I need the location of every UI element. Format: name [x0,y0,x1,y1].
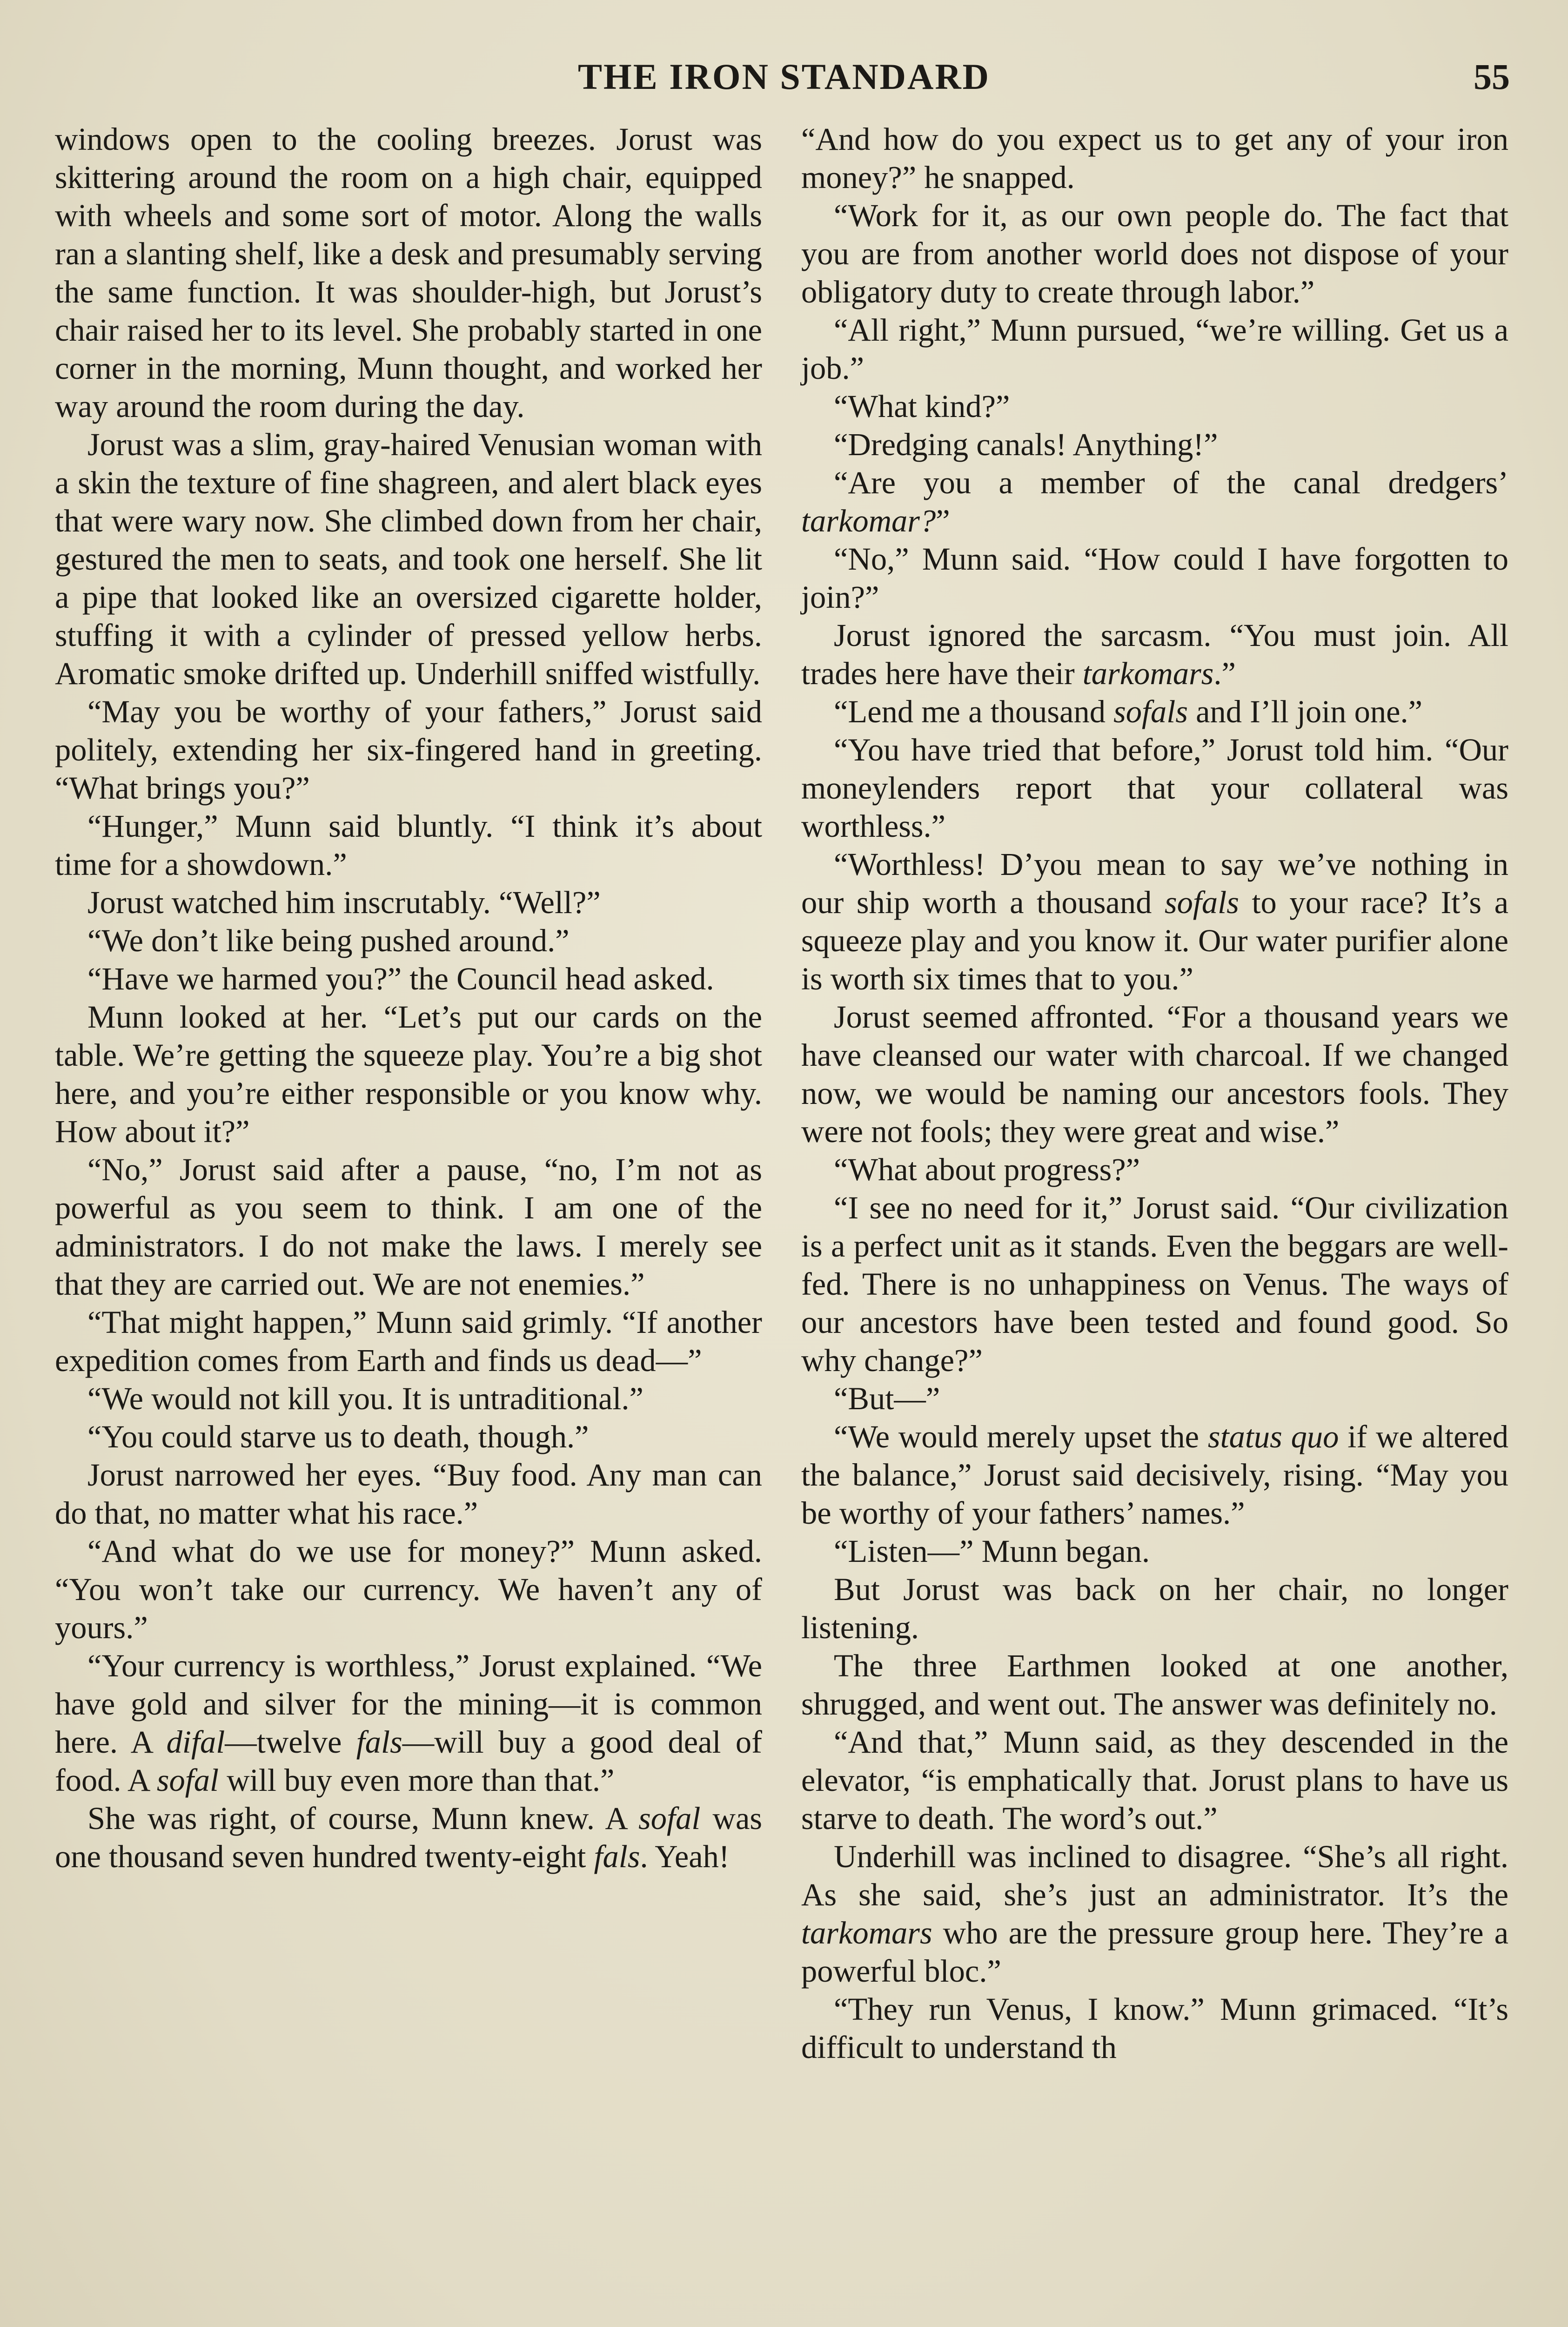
paragraph: “We would merely upset the status quo if we altered the balance,” Jorust said decisively, rising. “May you be worthy of your fathers’ names.” [801,1419,1508,1531]
paragraph: “No,” Jorust said after a pause, “no, I’m not as powerful as you seem to think. I am one of the administrators. I do not make the laws. I merely see that they are carried out. We are not enemies.” [55,1152,762,1302]
paragraph: Jorust was a slim, gray-haired Venusian woman with a skin the texture of fine shagreen, and alert black eyes that were wary now. She climbed down from her chair, gestured the men to seats, and took one herself. She lit a pipe that looked like an oversized cigarette holder, stuffing it with a cylinder of pressed yellow herbs. Aromatic smoke drifted up. Underhill sniffed wistfully. [55,427,762,691]
paragraph: Jorust watched him inscrutably. “Well?” [87,885,601,920]
paragraph: Jorust ignored the sarcasm. “You must join. All trades here have their tarkomars.” [801,618,1508,691]
paragraph: “Worthless! D’you mean to say we’ve nothing in our ship worth a thousand sofals to your race? It’s a squeeze play and you know it. Our water purifier alone is worth six times that to you.” [801,847,1508,996]
running-head: THE IRON STANDARD [578,56,990,97]
paragraph: “They run Venus, I know.” Munn grimaced. “It’s difficult to understand th [801,1991,1508,2065]
paragraph: Jorust narrowed her eyes. “Buy food. Any man can do that, no matter what his race.” [55,1457,762,1531]
paragraph: “You have tried that before,” Jorust told him. “Our moneylenders report that your collateral was worthless.” [801,732,1508,844]
paragraph: “But—” [834,1381,940,1416]
paragraph: “Your currency is worthless,” Jorust explained. “We have gold and silver for the mining—it is common here. A difal—twelve fals—will buy a good deal of food. A sofal will buy even more than that.” [55,1648,762,1798]
paragraph: She was right, of course, Munn knew. A sofal was one thousand seven hundred twenty-eight fals. Yeah! [55,1801,763,1874]
paragraph: The three Earthmen looked at one another, shrugged, and went out. The answer was definitely no. [801,1648,1508,1722]
paragraph: “We would not kill you. It is untraditional.” [87,1381,643,1416]
paragraph: “And what do we use for money?” Munn asked. “You won’t take our currency. We haven’t any of yours.” [55,1533,762,1645]
paragraph: “Dredging canals! Anything!” [834,427,1218,462]
page-header [0,51,1568,102]
paragraph: Jorust seemed affronted. “For a thousand years we have cleansed our water with charcoal. If we changed now, we would be naming our ancestors fools. They were not fools; they were great and wise.” [801,999,1508,1149]
page-number: 55 [1474,56,1510,97]
paragraph: “Have we harmed you?” the Council head asked. [87,961,714,996]
paragraph: “What about progress?” [834,1152,1140,1187]
paragraph: “Hunger,” Munn said bluntly. “I think it’s about time for a showdown.” [55,808,762,882]
text-column-right [801,120,1508,2066]
paragraph: “I see no need for it,” Jorust said. “Our civilization is a perfect unit as it stands. Even the beggars are well-fed. There is no unhappiness on Venus. The ways of our ancestors have been tested and found good. So why change?” [801,1190,1508,1378]
paragraph: Underhill was inclined to disagree. “She’s all right. As she said, she’s just an administrator. It’s the tarkomars who are the pressure group here. They’re a powerful bloc.” [801,1839,1508,1989]
paragraph: “You could starve us to death, though.” [87,1419,589,1454]
paragraph: But Jorust was back on her chair, no longer listening. [801,1572,1508,1645]
paragraph: “And how do you expect us to get any of your iron money?” he snapped. [801,121,1508,195]
paragraph: windows open to the cooling breezes. Jorust was skittering around the room on a high chair, equipped with wheels and some sort of motor. Along the walls ran a slanting shelf, like a desk and presumably serving the same function. It was shoulder-high, but Jorust’s chair raised her to its level. She probably started in one corner in the morning, Munn thought, and worked her way around the room during the day. [55,121,762,424]
paragraph: “We don’t like being pushed around.” [87,923,570,958]
paragraph: “May you be worthy of your fathers,” Jorust said politely, extending her six-fingered hand in greeting. “What brings you?” [55,694,762,806]
paragraph: “Lend me a thousand sofals and I’ll join one.” [834,694,1423,729]
paragraph: “Listen—” Munn began. [834,1533,1150,1569]
paragraph: “And that,” Munn said, as they descended in the elevator, “is emphatically that. Jorust plans to have us starve to death. The word’s out.” [801,1724,1508,1836]
paragraph: “What kind?” [834,389,1010,424]
text-column-left [55,120,762,1876]
paragraph: “Work for it, as our own people do. The fact that you are from another world does not dispose of your obligatory duty to create through labor.” [801,198,1508,309]
paragraph: “Are you a member of the canal dredgers’ tarkomar?” [801,465,1508,538]
paragraph: “No,” Munn said. “How could I have forgotten to join?” [801,541,1508,615]
paragraph: “All right,” Munn pursued, “we’re willing. Get us a job.” [801,312,1508,386]
paragraph: “That might happen,” Munn said grimly. “If another expedition comes from Earth and finds us dead—” [55,1305,762,1378]
paragraph: Munn looked at her. “Let’s put our cards on the table. We’re getting the squeeze play. You’re a big shot here, and you’re either responsible or you know why. How about it?” [55,999,762,1149]
